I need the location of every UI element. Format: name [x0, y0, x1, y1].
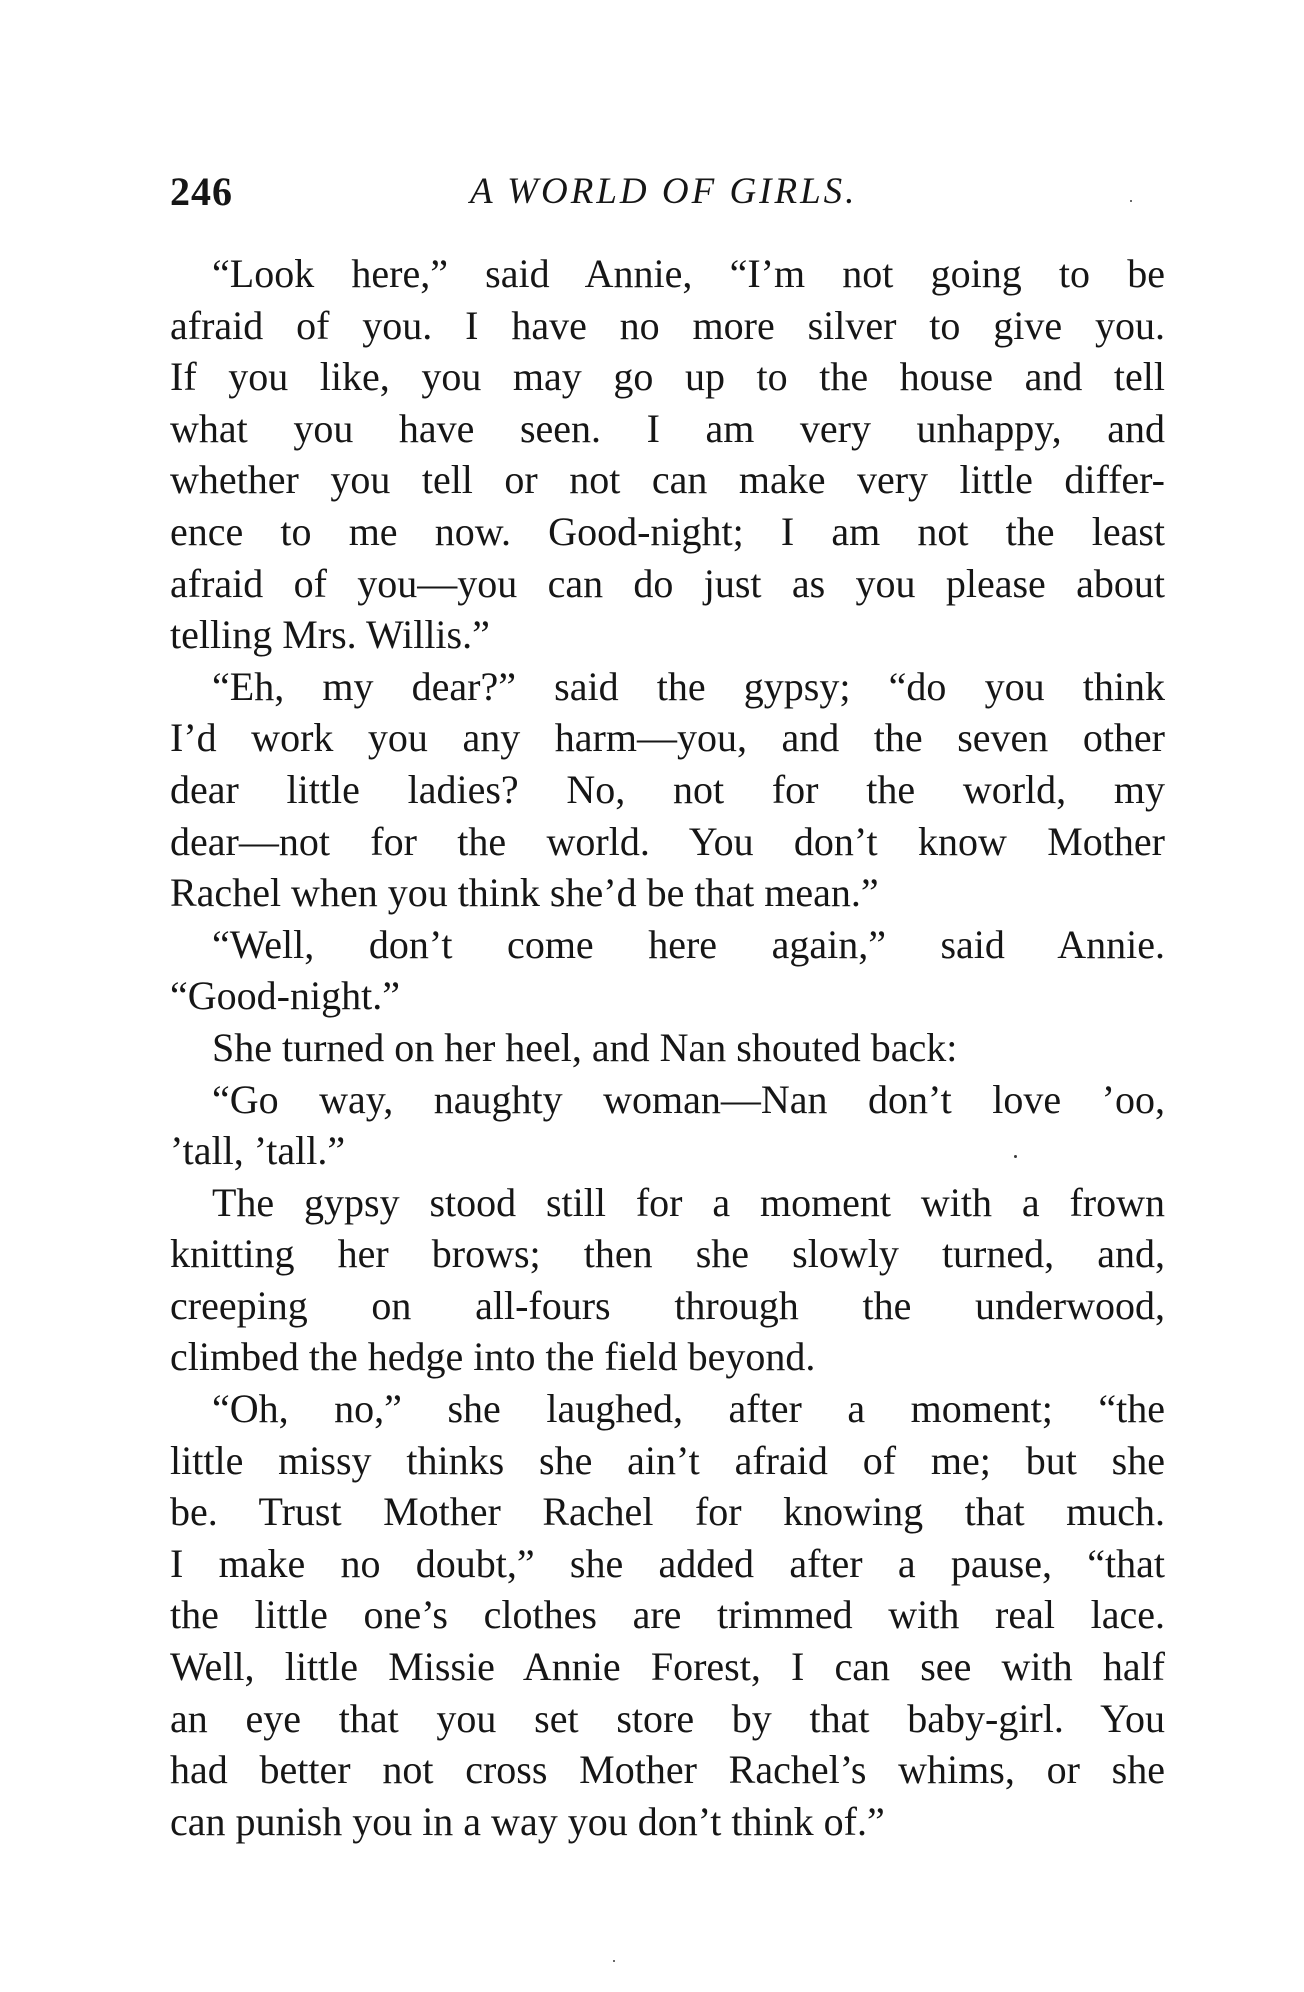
text-line: an eye that you set store by that baby-girl. You: [170, 1695, 1165, 1741]
body-text: [170, 248, 1165, 1847]
text-line: be. Trust Mother Rachel for knowing that much.: [170, 1489, 1165, 1535]
print-speck: [613, 1960, 615, 1962]
text-line: I’d work you any harm—you, and the seven other: [170, 715, 1165, 761]
text-line: the little one’s clothes are trimmed with real lace.: [170, 1592, 1165, 1638]
text-line: “Look here,” said Annie, “I’m not going to be: [212, 251, 1165, 296]
text-line: dear little ladies? No, not for the world, my: [170, 766, 1165, 812]
text-line: afraid of you. I have no more silver to give you.: [170, 302, 1165, 348]
text-line: “Go way, naughty woman—Nan don’t love ’oo,: [212, 1076, 1165, 1122]
text-line: little missy thinks she ain’t afraid of me; but she: [170, 1437, 1165, 1483]
text-line: “Oh, no,” she laughed, after a moment; “the: [212, 1386, 1165, 1432]
text-line: I make no doubt,” she added after a pause, “that: [170, 1540, 1165, 1586]
page-number: 246: [170, 169, 233, 214]
text-line: can punish you in a way you don’t think of.”: [170, 1798, 885, 1844]
text-line: telling Mrs. Willis.”: [170, 612, 490, 658]
text-line: “Eh, my dear?” said the gypsy; “do you think: [212, 663, 1165, 709]
text-line: what you have seen. I am very unhappy, and: [170, 405, 1165, 451]
text-line: The gypsy stood still for a moment with a frown: [212, 1179, 1165, 1225]
text-line: If you like, you may go up to the house and tell: [170, 354, 1165, 400]
text-line: afraid of you—you can do just as you please about: [170, 560, 1165, 606]
text-line: Rachel when you think she’d be that mean.”: [170, 870, 879, 916]
text-line: whether you tell or not can make very little differ-: [170, 457, 1165, 503]
text-line: Well, little Missie Annie Forest, I can see with half: [170, 1644, 1165, 1690]
text-line: climbed the hedge into the field beyond.: [170, 1334, 816, 1380]
running-title: A WORLD OF GIRLS.: [470, 171, 858, 212]
print-speck: [1014, 1155, 1017, 1158]
text-line: She turned on her heel, and Nan shouted back:: [212, 1024, 958, 1070]
text-line: dear—not for the world. You don’t know Mother: [170, 818, 1165, 864]
text-line: ’tall, ’tall.”: [170, 1128, 346, 1174]
text-line: ence to me now. Good-night; I am not the least: [170, 508, 1165, 554]
running-head: [170, 168, 1160, 218]
print-speck: [1130, 200, 1132, 202]
text-line: had better not cross Mother Rachel’s whims, or she: [170, 1747, 1165, 1793]
text-line: “Well, don’t come here again,” said Annie.: [212, 921, 1165, 967]
text-line: creeping on all-fours through the underwood,: [170, 1282, 1165, 1328]
text-line: knitting her brows; then she slowly turned, and,: [170, 1231, 1165, 1277]
text-line: “Good-night.”: [170, 973, 400, 1019]
